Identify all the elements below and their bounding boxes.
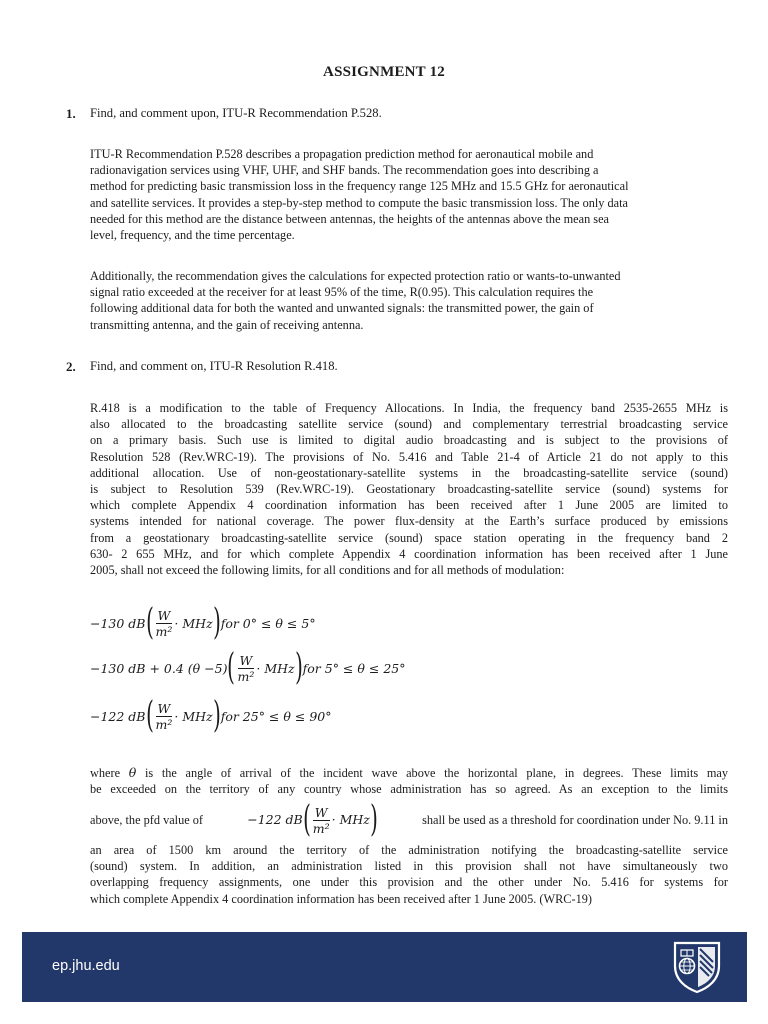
text-fragment: is the angle of arrival of the incident wave above the horizontal plane, in degrees. These limits may [144, 766, 728, 780]
fraction-numerator: W [239, 652, 253, 668]
text-line: an area of 1500 km around the territory of the administration notifying the broadcasting-satellite service [90, 843, 728, 857]
footer-url-link[interactable]: ep.jhu.edu [52, 958, 120, 974]
text-line [90, 765, 728, 781]
text-line: additional allocation. Use of non-geostationary-satellite systems in the broadcasting-satellite service (sound) [90, 465, 728, 480]
equation-condition: for 0° ≤ θ ≤ 5° [220, 615, 316, 631]
text-line: is subject to Resolution 539 (Rev.WRC-19). Geostationary broadcasting-satellite service (sound) systems for [90, 482, 728, 497]
text-line: and satellite services. It provides a step-by-step method to compute the basic transmission loss. The only data [90, 195, 628, 210]
equation-condition: for 5° ≤ θ ≤ 25° [302, 660, 406, 676]
fraction-denominator: m² [312, 820, 330, 836]
right-paren: ) [370, 799, 378, 840]
text-line: from a geostationary broadcasting-satellite service (sound) space station operating in the frequency band 2 [90, 530, 728, 545]
question-1-answer-paragraph-1 [90, 146, 629, 243]
pfd-limit-equation-1 [90, 603, 316, 643]
text-line: on a primary basis. Such use is limited to digital audio broadcasting and is subject to the provisions of [90, 433, 728, 448]
question-1-number: 1. [66, 106, 76, 121]
equation-unit: · MHz [331, 811, 370, 827]
text-line: 630- 2 655 MHz, and for which complete Appendix 4 coordination information has been received after 1 June [90, 546, 728, 561]
equation-fraction [156, 608, 173, 639]
left-paren: ( [145, 602, 154, 643]
fraction-denominator: m² [155, 716, 173, 732]
question-2-answer-paragraph-1 [90, 400, 728, 578]
equation-unit: · MHz [174, 708, 213, 724]
equation-fraction [156, 701, 173, 732]
question-2-answer-paragraph-2 [90, 765, 728, 797]
text-fragment: shall be used as a threshold for coordination under No. 9.11 in [422, 812, 728, 827]
question-2-answer-paragraph-3 [90, 842, 728, 907]
pfd-limit-equation-3 [90, 696, 331, 736]
text-line: needed for this method are the distance between antennas, the heights of the antennas above the mean sea [90, 211, 610, 226]
text-line: (sound) system. In addition, an administration listed in this provision shall not have simultaneously two [90, 859, 728, 874]
page-title: ASSIGNMENT 12 [323, 64, 445, 80]
fraction-numerator: W [157, 607, 171, 623]
equation-prefix: −122 dB [90, 708, 146, 724]
equation-fraction [238, 653, 255, 684]
text-line: radionavigation services using VHF, UHF, and SHF bands. The recommendation goes into describing a [90, 163, 599, 178]
right-paren: ) [212, 602, 221, 643]
equation-prefix: −130 dB + 0.4 (θ −5) [90, 660, 228, 676]
text-line: signal ratio exceeded at the receiver for at least 95% of the time, R(0.95). This calculation requires the [90, 285, 594, 300]
equation-prefix: −130 dB [90, 615, 146, 631]
text-line: level, frequency, and the time percentage. [90, 228, 295, 243]
text-line: also allocated to the broadcasting satellite service (sound) and complementary terrestrial broadcasting service [90, 417, 728, 432]
pfd-threshold-equation [247, 799, 378, 840]
fraction-numerator: W [157, 700, 171, 716]
right-paren: ) [294, 647, 303, 688]
theta-symbol: θ [128, 765, 137, 780]
jhu-shield-icon [672, 940, 722, 1000]
pfd-limit-equation-2 [90, 648, 405, 688]
left-paren: ( [145, 695, 154, 736]
right-paren: ) [212, 695, 221, 736]
equation-unit: · MHz [256, 660, 295, 676]
text-line: Additionally, the recommendation gives the calculations for expected protection ratio or wants-to-unwanted [90, 269, 621, 283]
text-line: R.418 is a modification to the table of Frequency Allocations. In India, the frequency band 2535-2655 MHz is [90, 401, 728, 415]
text-fragment: above, the pfd value of [90, 812, 204, 827]
left-paren: ( [227, 647, 236, 688]
text-line: overlapping frequency assignments, one under this provision and the other under No. 5.416 for systems for [90, 875, 728, 890]
text-line: ITU-R Recommendation P.528 describes a propagation prediction method for aeronautical mobile and [90, 147, 594, 161]
pfd-threshold-line [90, 800, 728, 840]
text-fragment: where [90, 766, 121, 780]
text-line: Resolution 528 (Rev.WRC-19). The provisions of No. 5.416 and Table 21-4 of Article 21 do not apply to this [90, 449, 728, 464]
question-2-number: 2. [66, 359, 76, 374]
text-line: which complete Appendix 4 coordination information has been received after 1 June 2005 are limited to [90, 498, 728, 513]
left-paren: ( [302, 799, 311, 840]
equation-prefix: −122 dB [247, 811, 303, 827]
equation-unit: · MHz [174, 615, 213, 631]
text-line: following additional data for both the wanted and unwanted signals: the transmitted power, the gain of [90, 301, 594, 316]
question-2-prompt: Find, and comment on, ITU-R Resolution R.418. [90, 359, 338, 373]
question-1-answer-paragraph-2 [90, 268, 621, 333]
text-line: systems intended for national coverage. The power flux-density at the Earth’s surface produced by emissions [90, 514, 728, 529]
text-line: which complete Appendix 4 coordination information has been received after 1 June 2005. (WRC-19) [90, 891, 592, 906]
text-line: method for predicting basic transmission loss in the frequency range 125 MHz and 15.5 GHz for aeronautical [90, 179, 629, 194]
equation-fraction [313, 805, 330, 836]
question-1-prompt: Find, and comment upon, ITU-R Recommendation P.528. [90, 106, 382, 120]
equation-condition: for 25° ≤ θ ≤ 90° [220, 708, 332, 724]
text-line: be exceeded on the territory of any country whose administration has so agreed. As an exception to the limits [90, 782, 728, 797]
fraction-numerator: W [314, 804, 328, 820]
fraction-denominator: m² [237, 668, 255, 684]
text-line: 2005, shall not exceed the following limits, for all conditions and for all methods of modulation: [90, 563, 565, 578]
fraction-denominator: m² [155, 623, 173, 639]
footer-banner [22, 932, 747, 1002]
text-line: transmitting antenna, and the gain of receiving antenna. [90, 317, 364, 332]
